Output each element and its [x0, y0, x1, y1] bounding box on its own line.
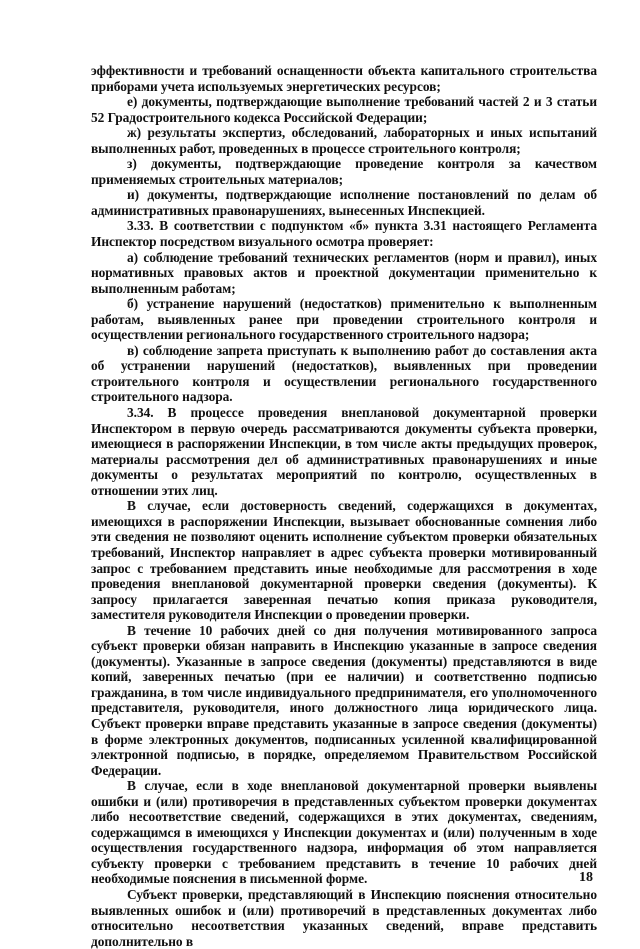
paragraph: е) документы, подтверждающие выполнение требований частей 2 и 3 статьи 52 Градостроительного кодекса Российской Федерации; [91, 94, 597, 125]
paragraph: В течение 10 рабочих дней со дня получения мотивированного запроса субъект проверки обязан направить в Инспекцию указанные в запросе сведения (документы). Указанные в запросе сведения (документы) представляются в виде копий, заверенных печатью (при ее наличии) и соответственно подписью гражданина, в том числе индивидуального предпринимателя, его уполномоченного представителя, руководителя, иного должностного лица юридического лица. Субъект проверки вправе представить указанные в запросе сведения (документы) в форме электронных документов, подписанных усиленной квалифицированной электронной подписью, в порядке, определяемом Правительством Российской Федерации. [91, 622, 597, 778]
paragraph: а) соблюдение требований технических регламентов (норм и правил), иных нормативных правовых актов и проектной документации применительно к выполненным работам; [91, 249, 597, 296]
paragraph: 3.33. В соответствии с подпунктом «б» пункта 3.31 настоящего Регламента Инспектор посредством визуального осмотра проверяет: [91, 218, 597, 250]
paragraph: эффективности и требований оснащенности объекта капитального строительства приборами учета используемых энергетических ресурсов; [91, 63, 597, 94]
paragraph: ж) результаты экспертиз, обследований, лабораторных и иных испытаний выполненных работ, проведенных в процессе строительного контроля; [91, 125, 597, 156]
paragraph: в) соблюдение запрета приступать к выполнению работ до составления акта об устранении нарушений (недостатков), выявленных при проведении строительного контроля и осуществлении регионального государственного строительного надзора. [91, 342, 597, 405]
paragraph: 3.34. В процессе проведения внеплановой документарной проверки Инспектором в первую очередь рассматриваются документы субъекта проверки, имеющиеся в распоряжении Инспекции, в том числе акты предыдущих проверок, материалы рассмотрения дел об административных правонарушениях и иные документы о результатах мероприятий по контролю, осуществленных в отношении этих лиц. [91, 405, 597, 498]
paragraph: з) документы, подтверждающие проведение контроля за качеством применяемых строительных материалов; [91, 156, 597, 187]
paragraph: В случае, если в ходе внеплановой документарной проверки выявлены ошибки и (или) противоречия в представленных субъектом проверки документах либо несоответствие сведений, содержащихся в этих документах, сведениям, содержащимся в имеющихся у Инспекции документах и (или) полученным в ходе осуществления государственного надзора, информация об этом направляется субъекту проверки с требованием представить в течение 10 рабочих дней необходимые пояснения в письменной форме. [91, 778, 597, 887]
paragraph: б) устранение нарушений (недостатков) применительно к выполненным работам, выявленных ранее при проведении строительного контроля и осуществлении регионального государственного строительного надзора; [91, 296, 597, 343]
paragraph: Субъект проверки, представляющий в Инспекцию пояснения относительно выявленных ошибок и (или) противоречий в представленных документах либо относительно несоответствия указанных сведений, вправе представить дополнительно в [91, 886, 597, 949]
document-body [91, 63, 597, 949]
paragraph: и) документы, подтверждающие исполнение постановлений по делам об административных правонарушениях, вынесенных Инспекцией. [91, 187, 597, 218]
paragraph: В случае, если достоверность сведений, содержащихся в документах, имеющихся в распоряжении Инспекции, вызывает обоснованные сомнения либо эти сведения не позволяют оценить исполнение субъектом проверки обязательных требований, Инспектор направляет в адрес субъекта проверки мотивированный запрос с требованием представить иные необходимые для рассмотрения в ходе проведения внеплановой документарной проверки сведения (документы). К запросу прилагается заверенная печатью копия приказа руководителя, заместителя руководителя Инспекции о проведении проверки. [91, 498, 597, 623]
page-number: 18 [579, 870, 593, 885]
